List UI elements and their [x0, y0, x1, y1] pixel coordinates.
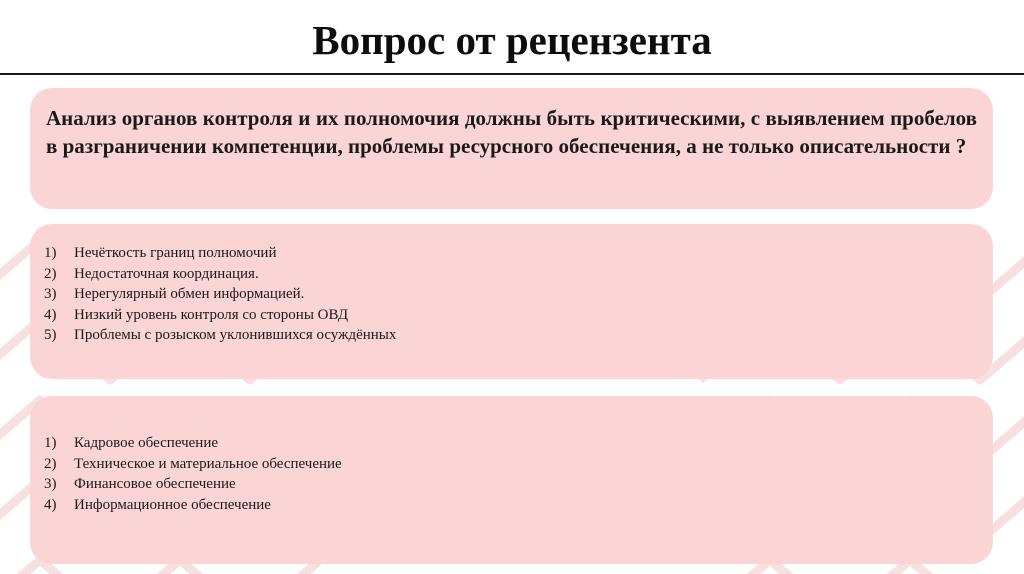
- list-item: [44, 495, 993, 516]
- list-item-number: 3): [44, 476, 57, 493]
- list-item-text: Финансовое обеспечение: [74, 476, 236, 493]
- question-text: Анализ органов контроля и их полномочия должны быть критическими, с выявлением пробелов в разграничении компетенции, проблемы ресурсного обеспечения, а не только описательности ?: [46, 106, 977, 158]
- list-item: [44, 474, 993, 495]
- list-item: [44, 454, 993, 475]
- list-item: [44, 243, 993, 264]
- list-item-text: Кадровое обеспечение: [74, 435, 219, 451]
- resources-list: [44, 433, 993, 515]
- list-item: [44, 264, 993, 285]
- list-item-number: 2): [44, 455, 57, 472]
- list-item-number: 3): [44, 286, 57, 303]
- list-item-number: 1): [44, 435, 57, 451]
- list-item-text: Низкий уровень контроля со стороны ОВД: [74, 306, 349, 323]
- list-item-text: Нерегулярный обмен информацией.: [74, 286, 305, 303]
- list-item-number: 2): [44, 265, 57, 282]
- list-item: [44, 305, 993, 326]
- question-card: [30, 88, 993, 209]
- slide-title: Вопрос от рецензента: [312, 17, 712, 63]
- list-item: [44, 433, 993, 454]
- resources-card: [30, 396, 993, 564]
- list-item-number: 5): [44, 327, 57, 344]
- problems-list: [44, 243, 993, 346]
- list-item: [44, 284, 993, 305]
- list-item-text: Техническое и материальное обеспечение: [74, 455, 342, 472]
- list-item-number: 4): [44, 496, 57, 513]
- list-item-text: Нечёткость границ полномочий: [74, 245, 277, 261]
- list-item-number: 1): [44, 245, 57, 261]
- list-item-text: Проблемы с розыском уклонившихся осуждённых: [74, 327, 397, 344]
- list-item-number: 4): [44, 306, 57, 323]
- list-item: [44, 325, 993, 346]
- problems-card: [30, 224, 993, 379]
- list-item-text: Недостаточная координация.: [74, 265, 259, 282]
- list-item-text: Информационное обеспечение: [74, 496, 271, 513]
- title-underline: [0, 73, 1024, 75]
